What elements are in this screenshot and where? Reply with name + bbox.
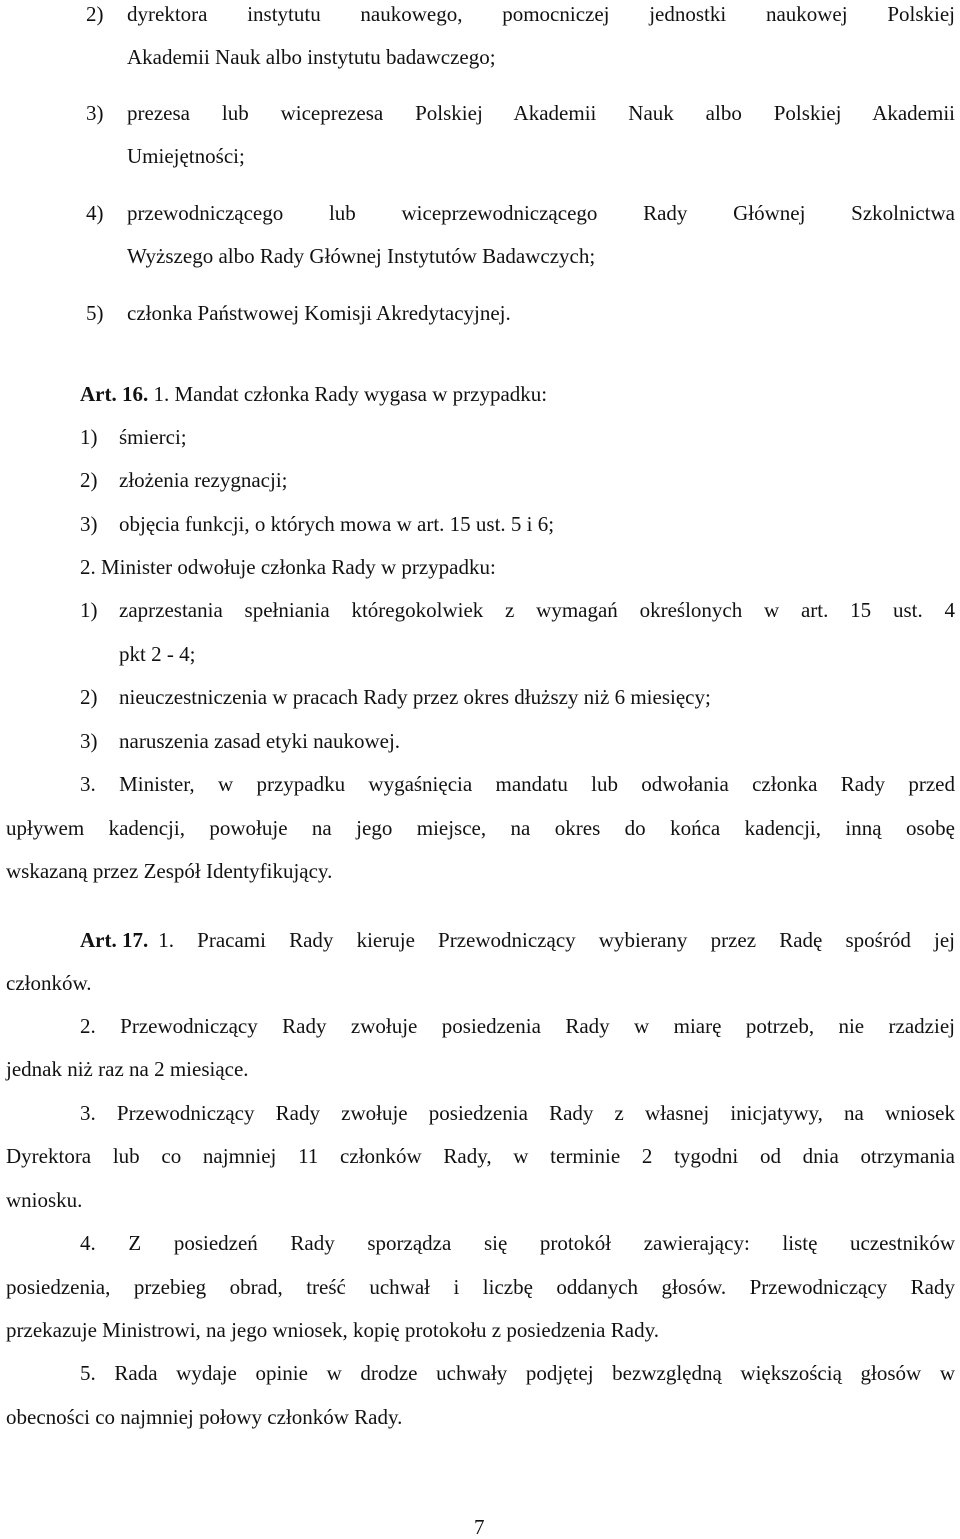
- list-text: prezesa lub wiceprezesa Polskiej Akademii Nauk albo Polskiej Akademii: [127, 101, 955, 125]
- list-number: 3): [80, 729, 98, 753]
- list-text: dyrektora instytutu naukowego, pomocniczej jednostki naukowej Polskiej: [127, 2, 955, 26]
- paragraph-text: 1. Pracami Rady kieruje Przewodniczący wybierany przez Radę spośród jej: [158, 928, 955, 952]
- list-text: Akademii Nauk albo instytutu badawczego;: [127, 45, 496, 69]
- list-number: 4): [86, 201, 104, 225]
- paragraph-text: wskazaną przez Zespół Identyfikujący.: [6, 859, 333, 883]
- list-number: 2): [80, 468, 98, 492]
- paragraph-text: upływem kadencji, powołuje na jego miejsce, na okres do końca kadencji, inną osobę: [6, 816, 955, 840]
- list-text: członka Państwowej Komisji Akredytacyjnej.: [127, 301, 511, 325]
- list-text: pkt 2 - 4;: [119, 642, 196, 666]
- paragraph-text: 4. Z posiedzeń Rady sporządza się protokół zawierający: listę uczestników: [80, 1231, 955, 1255]
- list-number: 1): [80, 598, 98, 622]
- paragraph-text: obecności co najmniej połowy członków Rady.: [6, 1405, 403, 1429]
- list-text: złożenia rezygnacji;: [119, 468, 288, 492]
- list-number: 2): [80, 685, 98, 709]
- list-number: 3): [80, 512, 98, 536]
- paragraph-text: jednak niż raz na 2 miesiące.: [6, 1057, 249, 1081]
- list-text: przewodniczącego lub wiceprzewodniczącego Rady Głównej Szkolnictwa: [127, 201, 955, 225]
- list-number: 3): [86, 101, 104, 125]
- list-text: śmierci;: [119, 425, 187, 449]
- paragraph-text: Dyrektora lub co najmniej 11 członków Rady, w terminie 2 tygodni od dnia otrzymania: [6, 1144, 955, 1168]
- list-number: 1): [80, 425, 98, 449]
- list-text: naruszenia zasad etyki naukowej.: [119, 729, 401, 753]
- paragraph-text: 3. Minister, w przypadku wygaśnięcia mandatu lub odwołania członka Rady przed: [80, 772, 955, 796]
- list-number: 5): [86, 301, 104, 325]
- paragraph-text: 1. Mandat członka Rady wygasa w przypadku:: [153, 382, 548, 406]
- paragraph-text: posiedzenia, przebieg obrad, treść uchwał i liczbę oddanych głosów. Przewodniczący Rady: [6, 1275, 955, 1299]
- list-text: nieuczestniczenia w pracach Rady przez okres dłuższy niż 6 miesięcy;: [119, 685, 711, 709]
- paragraph-text: członków.: [6, 971, 92, 995]
- paragraph-text: 3. Przewodniczący Rady zwołuje posiedzenia Rady z własnej inicjatywy, na wniosek: [80, 1101, 955, 1125]
- page-number: 7: [474, 1515, 485, 1539]
- paragraph-text: 2. Minister odwołuje członka Rady w przypadku:: [80, 555, 496, 579]
- paragraph-text: wniosku.: [6, 1188, 83, 1212]
- list-text: Wyższego albo Rady Głównej Instytutów Badawczych;: [127, 244, 596, 268]
- paragraph-text: 2. Przewodniczący Rady zwołuje posiedzenia Rady w miarę potrzeb, nie rzadziej: [80, 1014, 955, 1038]
- article-heading: Art. 17.: [80, 928, 149, 952]
- list-text: zaprzestania spełniania któregokolwiek z wymagań określonych w art. 15 ust. 4: [119, 598, 955, 622]
- list-text: Umiejętności;: [127, 144, 245, 168]
- paragraph-text: przekazuje Ministrowi, na jego wniosek, kopię protokołu z posiedzenia Rady.: [6, 1318, 659, 1342]
- list-number: 2): [86, 2, 104, 26]
- list-text: objęcia funkcji, o których mowa w art. 15 ust. 5 i 6;: [119, 512, 555, 536]
- paragraph-text: 5. Rada wydaje opinie w drodze uchwały podjętej bezwzględną większością głosów w: [80, 1361, 955, 1385]
- article-heading: Art. 16.: [80, 382, 149, 406]
